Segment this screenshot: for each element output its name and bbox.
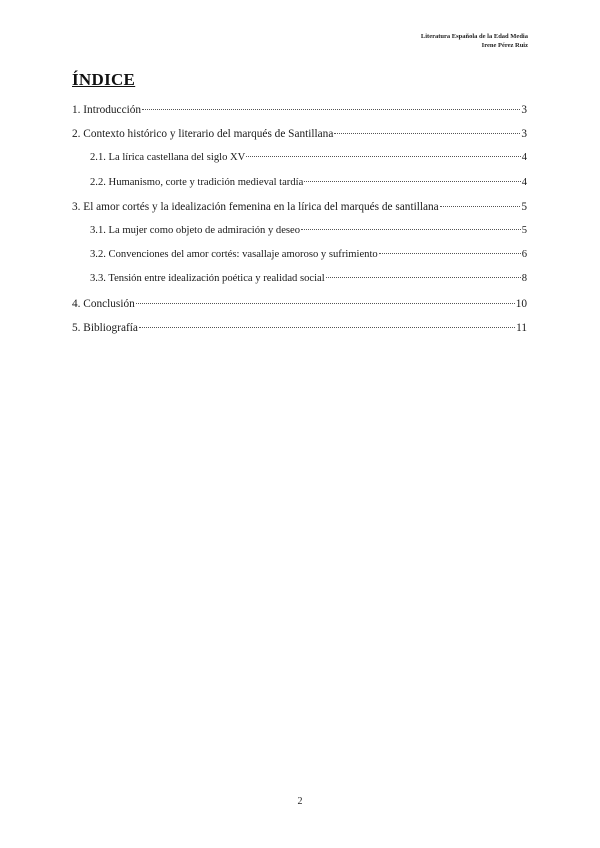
toc-entry[interactable] [72,177,527,201]
toc-dot-leader [142,109,520,110]
table-of-contents [72,104,527,346]
toc-entry-page-number: 4 [521,176,527,188]
page-title: ÍNDICE [72,70,136,89]
toc-entry-page-number: 10 [515,297,527,310]
toc-entry-label: 2. Contexto histórico y literario del marqués de Santillana [72,128,334,141]
toc-entry[interactable] [72,322,527,346]
header-author-name: Irene Pérez Ruiz [481,42,528,49]
toc-entry[interactable] [72,128,527,152]
toc-entry[interactable] [72,273,527,297]
toc-entry-page-number: 4 [521,152,527,164]
toc-dot-leader [139,327,515,328]
toc-dot-leader [136,303,515,304]
toc-entry[interactable] [72,152,527,176]
toc-dot-leader [304,181,520,182]
toc-entry-page-number: 5 [521,224,527,236]
toc-dot-leader [440,206,521,207]
running-header [421,32,528,50]
toc-entry-page-number: 11 [516,321,527,334]
toc-entry-label: 3.3. Tensión entre idealización poética y realidad social [90,273,325,285]
toc-entry-page-number: 8 [521,273,527,285]
toc-entry-label: 1. Introducción [72,104,142,116]
toc-entry-page-number: 3 [521,104,527,116]
toc-dot-leader [326,277,521,278]
toc-entry-label: 5. Bibliografía [72,321,138,334]
toc-entry[interactable] [72,249,527,273]
toc-entry-label: 2.2. Humanismo, corte y tradición medieval tardía [90,176,304,188]
toc-entry-page-number: 6 [521,249,527,261]
toc-entry-label: 2.1. La lírica castellana del siglo XV [90,152,246,164]
page-number: 2 [297,796,303,807]
toc-entry-label: 3.2. Convenciones del amor cortés: vasallaje amoroso y sufrimiento [90,249,378,261]
toc-entry-label: 3. El amor cortés y la idealización femenina en la lírica del marqués de santillana [72,200,439,213]
toc-entry[interactable] [72,225,527,249]
toc-entry-page-number: 3 [521,128,527,141]
toc-dot-leader [301,229,521,230]
toc-entry[interactable] [72,201,527,225]
toc-dot-leader [246,156,520,157]
toc-entry[interactable] [72,298,527,322]
header-course-title: Literatura Española de la Edad Media [420,33,528,40]
toc-entry[interactable] [72,104,527,128]
toc-dot-leader [379,253,521,254]
toc-entry-label: 3.1. La mujer como objeto de admiración y deseo [90,224,301,236]
toc-entry-page-number: 5 [521,200,527,213]
toc-entry-label: 4. Conclusión [72,297,135,310]
toc-dot-leader [334,133,520,134]
